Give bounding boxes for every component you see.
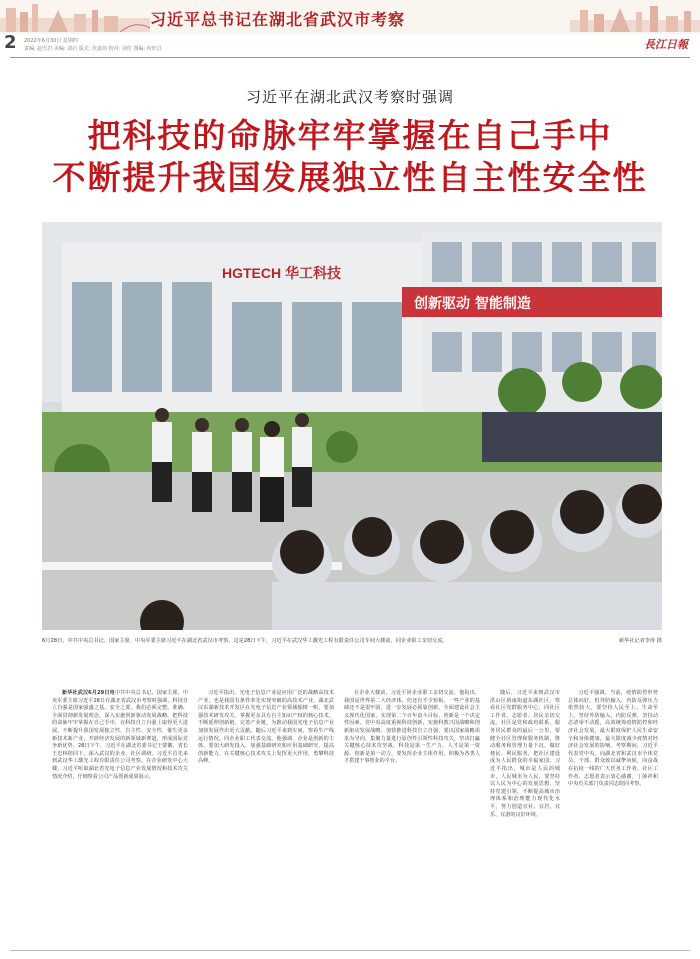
- article-column-5: [568, 690, 658, 789]
- dateline: 新华社武汉6月29日电: [62, 690, 115, 696]
- photo-credit: 新华社记者李涛 摄: [618, 638, 662, 644]
- headline-line-2: 不断提升我国发展独立性自主性安全性: [52, 158, 648, 197]
- issue-date: 2022年6月30日 星期四: [24, 38, 78, 44]
- column-text: 在企业大楼前，习近平同企业职工亲切交流。他指出，我国是世界第二大经济体，但还有不少短板，一些产业的基础还不是很牢固，进一步发展必须靠创新。全面建设社会主义现代化国家，实现第二个百年奋斗目标，创新是一个决定性因素。党中央高度重视科技创新，实施科教兴国战略和创新驱动发展战略。加快推进科技自立自强，要以国家战略需求为导向，集聚力量进行原创性引领性科技攻关，坚决打赢关键核心技术攻坚战。科技是第一生产力、人才是第一资源、创新是第一动力，要发挥企业主体作用，积极为各类人才搭建干事创业的平台。: [344, 690, 480, 765]
- photo-caption: 6月28日，中共中央总书记、国家主席、中央军委主席习近平在湖北省武汉市考察。这是28日下午，习近平在武汉华工激光工程有限责任公司车间大楼前，同企业职工亲切交流。: [42, 638, 448, 644]
- building-decoration-right-icon: [570, 2, 700, 32]
- newspaper-logo: 長江日報: [644, 38, 688, 51]
- article-column-3: [344, 690, 480, 766]
- article-kicker: 习近平在湖北武汉考察时强调: [245, 88, 454, 106]
- slogan-sign: 创新驱动 智能制造: [414, 296, 531, 312]
- top-banner: [0, 0, 700, 34]
- page-meta-bar: [0, 34, 700, 56]
- column-text: 随后，习近平来到武汉市洪山区珞南街道东湖社区，察看社区党群服务中心，同社区工作者、志愿者、居民亲切交流。社区是党和政府联系、服务居民群众的最后一公里，要健全社区管理和服务机制，推动服务和管理力量下沉，做好便民、利民服务，把社区建设成为人民群众的幸福家园。习近平指出，城市是人民的城市，人民城市为人民，要坚持以人民为中心的发展思想，坚持党建引领，不断提高城市治理体系和治理能力现代化水平，努力创造宜业、宜居、宜乐、宜游的良好环境。: [490, 690, 560, 818]
- column-text: 中共中央总书记、国家主席、中央军委主席习近平28日在湖北省武汉市考察时强调，科技自立自强是国家强盛之基、安全之要。我们必须完整、准确、全面贯彻新发展理念，深入实施创新驱动发展战略，把科技的命脉牢牢掌握在自己手中，在科技自立自强上取得更大进展，不断提升我国发展独立性、自主性、安全性，催生更多新技术新产业，开辟经济发展的新领域新赛道，形成国际竞争新优势。28日下午，习近平在湖北省委书记王蒙徽、省长王忠林陪同下，深入武汉的企业、社区调研。习近平首先来到武汉华工激光工程有限责任公司考察。在企业研发中心大楼，习近平听取湖北省光电子信息产业发展情况和技术攻关情况介绍，仔细察看公司产品创新成果展示。: [52, 690, 188, 780]
- article-column-2: [198, 690, 334, 766]
- news-photo: [42, 222, 662, 630]
- column-text: 习近平指出，光电子信息产业是应用广泛的战略高技术产业，也是我国有条件率先实现突破的高技术产业。湖北武汉东湖新技术开发区在光电子信息产业领域独树一帜，要加强技术研发攻关，掌握更多具有自主知识产权的核心技术，不断延伸创新链、完善产业链，为推动我国光电子信息产业加快发展作出更大贡献。随后习近平来到车间，察看生产线运行情况，同企业职工代表交流。他强调，企业是创新的主体，要加大研发投入，加强基础研究和应用基础研究，提高创新能力，在关键核心技术攻关上发挥更大作用，勇攀科技高峰。: [198, 690, 334, 765]
- article-column-1: [52, 690, 188, 781]
- footer-divider: [10, 950, 690, 951]
- column-text: 习近平强调，当前，疫情防控形势总体向好，但外防输入、内防反弹压力依然较大，要坚持人民至上、生命至上，坚持外防输入、内防反弹，坚持动态清零不动摇，高效统筹疫情防控和经济社会发展，最大限度保护人民生命安全和身体健康，最大限度减少疫情对经济社会发展的影响。考察期间，习近平代表党中央，向湖北省和武汉市全体党员、干部、群众致以诚挚问候，向奋战在抗疫一线的广大医务工作者、社区工作者、志愿者表示衷心感谢。丁薛祥和中央有关部门负责同志陪同考察。: [568, 690, 658, 788]
- header-divider: [10, 57, 690, 58]
- page-number: 2: [4, 32, 17, 53]
- article-column-4: [490, 690, 560, 819]
- editor-credits: 责编: 赵雪岩 美编: 刘启 版式: 范嘉伟 校对: 刘佳 图编: 何旺昌: [24, 46, 162, 52]
- building-decoration-left-icon: [0, 2, 150, 32]
- headline-line-1: 把科技的命脉牢牢掌握在自己手中: [87, 116, 613, 155]
- company-sign: HGTECH 华工科技: [222, 265, 341, 281]
- banner-title: 习近平总书记在湖北省武汉市考察: [150, 10, 406, 29]
